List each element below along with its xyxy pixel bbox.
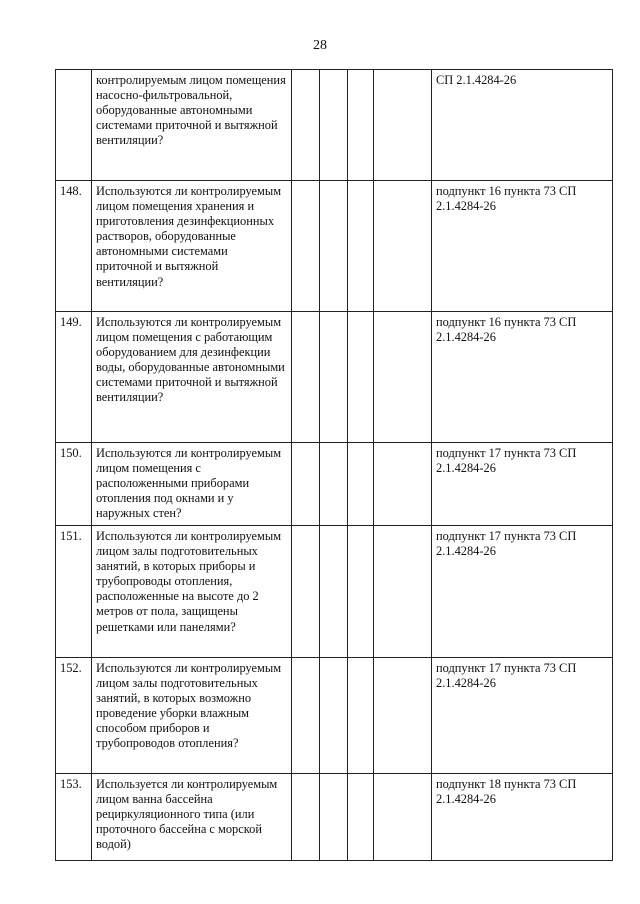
answer-no-cell[interactable] bbox=[320, 443, 348, 526]
answer-no-cell[interactable] bbox=[320, 658, 348, 774]
reference-text: подпункт 17 пункта 73 СП 2.1.4284-26 bbox=[432, 526, 613, 658]
answer-na-cell[interactable] bbox=[348, 526, 374, 658]
row-number: 149. bbox=[56, 312, 92, 443]
question-text: контролируемым лицом помещения насосно-фильтровальной, оборудованные автономными системами приточной и вытяжной вентиляции? bbox=[92, 70, 292, 181]
table-row bbox=[56, 526, 613, 658]
checklist-table bbox=[55, 69, 613, 861]
row-number: 152. bbox=[56, 658, 92, 774]
answer-no-cell[interactable] bbox=[320, 526, 348, 658]
note-cell[interactable] bbox=[374, 443, 432, 526]
table-row bbox=[56, 774, 613, 861]
note-cell[interactable] bbox=[374, 181, 432, 312]
table-row bbox=[56, 181, 613, 312]
answer-no-cell[interactable] bbox=[320, 181, 348, 312]
row-number: 150. bbox=[56, 443, 92, 526]
answer-na-cell[interactable] bbox=[348, 774, 374, 861]
reference-text: подпункт 17 пункта 73 СП 2.1.4284-26 bbox=[432, 443, 613, 526]
answer-yes-cell[interactable] bbox=[292, 658, 320, 774]
answer-yes-cell[interactable] bbox=[292, 526, 320, 658]
answer-no-cell[interactable] bbox=[320, 774, 348, 861]
question-text: Используется ли контролируемым лицом ванна бассейна рециркуляционного типа (или проточного бассейна с морской водой) bbox=[92, 774, 292, 861]
question-text: Используются ли контролируемым лицом залы подготовительных занятий, в которых приборы и трубопроводы отопления, расположенные на высоте до 2 метров от пола, защищены решетками или панелями? bbox=[92, 526, 292, 658]
row-number: 148. bbox=[56, 181, 92, 312]
row-number: 153. bbox=[56, 774, 92, 861]
answer-na-cell[interactable] bbox=[348, 658, 374, 774]
answer-na-cell[interactable] bbox=[348, 312, 374, 443]
reference-text: СП 2.1.4284-26 bbox=[432, 70, 613, 181]
table-row bbox=[56, 443, 613, 526]
answer-na-cell[interactable] bbox=[348, 181, 374, 312]
table-row bbox=[56, 70, 613, 181]
answer-yes-cell[interactable] bbox=[292, 774, 320, 861]
reference-text: подпункт 17 пункта 73 СП 2.1.4284-26 bbox=[432, 658, 613, 774]
note-cell[interactable] bbox=[374, 70, 432, 181]
table-row bbox=[56, 312, 613, 443]
answer-na-cell[interactable] bbox=[348, 70, 374, 181]
question-text: Используются ли контролируемым лицом залы подготовительных занятий, в которых возможно проведение уборки влажным способом приборов и трубопроводов отопления? bbox=[92, 658, 292, 774]
note-cell[interactable] bbox=[374, 658, 432, 774]
answer-yes-cell[interactable] bbox=[292, 443, 320, 526]
row-number bbox=[56, 70, 92, 181]
question-text: Используются ли контролируемым лицом помещения с работающим оборудованием для дезинфекции воды, оборудованные автономными системами приточной и вытяжной вентиляции? bbox=[92, 312, 292, 443]
note-cell[interactable] bbox=[374, 526, 432, 658]
row-number: 151. bbox=[56, 526, 92, 658]
answer-yes-cell[interactable] bbox=[292, 70, 320, 181]
answer-yes-cell[interactable] bbox=[292, 312, 320, 443]
note-cell[interactable] bbox=[374, 312, 432, 443]
question-text: Используются ли контролируемым лицом помещения с расположенными приборами отопления под окнами и у наружных стен? bbox=[92, 443, 292, 526]
answer-no-cell[interactable] bbox=[320, 70, 348, 181]
reference-text: подпункт 18 пункта 73 СП 2.1.4284-26 bbox=[432, 774, 613, 861]
answer-no-cell[interactable] bbox=[320, 312, 348, 443]
reference-text: подпункт 16 пункта 73 СП 2.1.4284-26 bbox=[432, 312, 613, 443]
note-cell[interactable] bbox=[374, 774, 432, 861]
question-text: Используются ли контролируемым лицом помещения хранения и приготовления дезинфекционных растворов, оборудованные автономными системами приточной и вытяжной вентиляции? bbox=[92, 181, 292, 312]
page-number: 28 bbox=[313, 38, 327, 53]
answer-yes-cell[interactable] bbox=[292, 181, 320, 312]
reference-text: подпункт 16 пункта 73 СП 2.1.4284-26 bbox=[432, 181, 613, 312]
answer-na-cell[interactable] bbox=[348, 443, 374, 526]
table-row bbox=[56, 658, 613, 774]
